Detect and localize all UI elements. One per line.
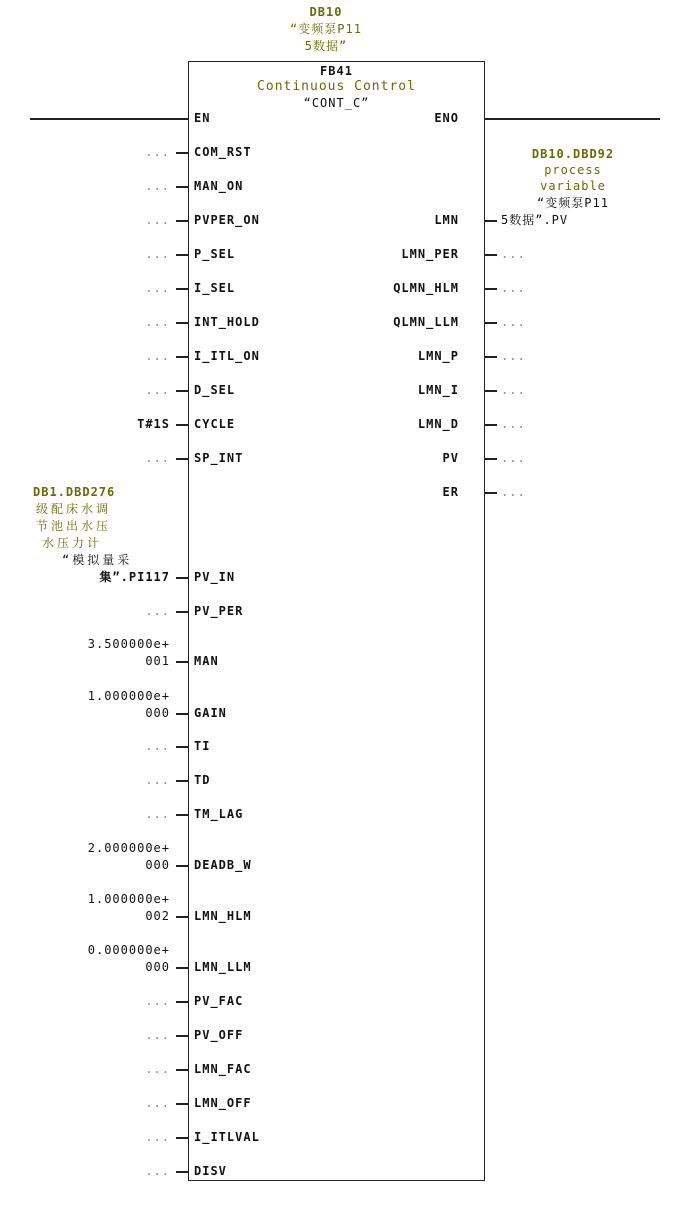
pin-lmn-per-wire: [485, 254, 497, 256]
pin-pv-off-value: ...: [145, 1028, 170, 1042]
pin-i-itl-on-label: I_ITL_ON: [194, 349, 260, 363]
pin-lmn-value: 5数据”.PV: [501, 213, 569, 227]
pin-lmn-off-value: ...: [145, 1096, 170, 1110]
pin-qlmn-llm-label: QLMN_LLM: [393, 315, 459, 329]
pin-deadb-w-value-top: 2.000000e+: [87, 841, 170, 855]
pin-com-rst-wire: [176, 152, 188, 154]
pin-i-itl-on-wire: [176, 356, 188, 358]
pin-tm-lag-wire: [176, 814, 188, 816]
pin-lmn-d-value: ...: [501, 417, 526, 431]
pin-lmn-off-wire: [176, 1103, 188, 1105]
pin-int-hold-wire: [176, 322, 188, 324]
pin-pv-per-wire: [176, 611, 188, 613]
pin-lmn-fac-label: LMN_FAC: [194, 1062, 252, 1076]
fb-title: Continuous Control: [257, 79, 416, 94]
pin-deadb-w-value: 000: [145, 858, 170, 872]
pin-pv-per-label: PV_PER: [194, 604, 244, 618]
pin-lmn-i-label: LMN_I: [417, 383, 459, 397]
pin-lmn-p-value: ...: [501, 349, 526, 363]
pin-lmn-d-wire: [485, 424, 497, 426]
pin-i-sel-wire: [176, 288, 188, 290]
instance-db-name: DB10: [309, 5, 343, 19]
pin-eno-label: ENO: [434, 111, 459, 125]
pin-deadb-w-wire: [176, 865, 188, 867]
pin-lmn-label: LMN: [434, 213, 459, 227]
fb-symbol: “CONT_C”: [303, 96, 370, 110]
pin-i-itl-on-value: ...: [145, 349, 170, 363]
pin-com-rst-label: COM_RST: [194, 145, 252, 159]
pin-pv-value: ...: [501, 451, 526, 465]
pin-lmn-fac-value: ...: [145, 1062, 170, 1076]
pin-d-sel-label: D_SEL: [194, 383, 236, 397]
pv-in-comment-1: 级配床水调: [36, 502, 112, 516]
pin-en-label: EN: [194, 111, 211, 125]
pin-td-wire: [176, 780, 188, 782]
pin-pv-fac-value: ...: [145, 994, 170, 1008]
fb-number: FB41: [320, 64, 353, 78]
pin-lmn-llm-value-top: 0.000000e+: [87, 943, 170, 957]
pin-lmn-per-label: LMN_PER: [401, 247, 459, 261]
pin-man-on-wire: [176, 186, 188, 188]
pin-tm-lag-label: TM_LAG: [194, 807, 244, 821]
pin-er-value: ...: [501, 485, 526, 499]
pin-pvper-on-wire: [176, 220, 188, 222]
pin-qlmn-llm-value: ...: [501, 315, 526, 329]
pin-gain-label: GAIN: [194, 706, 227, 720]
pin-d-sel-wire: [176, 390, 188, 392]
pin-lmn-llm-wire: [176, 967, 188, 969]
pin-i-sel-value: ...: [145, 281, 170, 295]
pin-lmn-hlm-value-top: 1.000000e+: [87, 892, 170, 906]
pin-lmn-hlm-wire: [176, 916, 188, 918]
lmn-comment-1: process: [544, 163, 602, 177]
instance-db-comment-1: “变频泵P11: [290, 22, 362, 36]
pin-gain-wire: [176, 713, 188, 715]
pin-pv-fac-wire: [176, 1001, 188, 1003]
pin-p-sel-label: P_SEL: [194, 247, 236, 261]
pin-lmn-i-value: ...: [501, 383, 526, 397]
pin-man-on-value: ...: [145, 179, 170, 193]
pin-gain-value-top: 1.000000e+: [87, 689, 170, 703]
pin-pv-in-value: 集”.PI117: [99, 570, 170, 584]
pin-lmn-off-label: LMN_OFF: [194, 1096, 252, 1110]
pin-lmn-fac-wire: [176, 1069, 188, 1071]
lmn-address: DB10.DBD92: [531, 147, 615, 161]
pin-pv-off-label: PV_OFF: [194, 1028, 244, 1042]
power-rail-right: [485, 118, 660, 120]
pin-lmn-per-value: ...: [501, 247, 526, 261]
pin-disv-value: ...: [145, 1164, 170, 1178]
function-block-box[interactable]: [188, 61, 485, 1181]
instance-db-comment-2: 5数据”: [304, 39, 348, 53]
pin-qlmn-hlm-value: ...: [501, 281, 526, 295]
pv-in-address: DB1.DBD276: [33, 485, 116, 499]
pin-qlmn-hlm-label: QLMN_HLM: [393, 281, 459, 295]
pin-man-wire: [176, 661, 188, 663]
pin-er-label: ER: [442, 485, 459, 499]
pin-disv-wire: [176, 1171, 188, 1173]
pin-pv-fac-label: PV_FAC: [194, 994, 244, 1008]
pin-int-hold-value: ...: [145, 315, 170, 329]
pin-pvper-on-label: PVPER_ON: [194, 213, 260, 227]
pin-cycle-value: T#1S: [137, 417, 170, 431]
pin-man-label: MAN: [194, 654, 219, 668]
lmn-comment-2: variable: [540, 179, 606, 193]
pin-pv-off-wire: [176, 1035, 188, 1037]
pin-disv-label: DISV: [194, 1164, 227, 1178]
pin-lmn-wire: [485, 220, 497, 222]
pin-lmn-hlm-value: 002: [145, 909, 170, 923]
pin-pv-in-wire: [176, 577, 188, 579]
pin-d-sel-value: ...: [145, 383, 170, 397]
pin-com-rst-value: ...: [145, 145, 170, 159]
pv-in-comment-2: 节池出水压: [36, 519, 112, 533]
pin-i-itlval-wire: [176, 1137, 188, 1139]
pin-i-itlval-label: I_ITLVAL: [194, 1130, 260, 1144]
pin-sp-int-wire: [176, 458, 188, 460]
lmn-comment-3: “变频泵P11: [537, 196, 609, 210]
pin-td-value: ...: [145, 773, 170, 787]
pin-pv-label: PV: [442, 451, 459, 465]
pin-td-label: TD: [194, 773, 211, 787]
pv-in-comment-4: “模拟量采: [62, 553, 133, 567]
pin-cycle-label: CYCLE: [194, 417, 236, 431]
pin-ti-wire: [176, 746, 188, 748]
pin-lmn-llm-value: 000: [145, 960, 170, 974]
pin-ti-value: ...: [145, 739, 170, 753]
pin-p-sel-wire: [176, 254, 188, 256]
power-rail-left: [30, 118, 188, 120]
pin-man-on-label: MAN_ON: [194, 179, 244, 193]
pin-lmn-hlm-label: LMN_HLM: [194, 909, 252, 923]
pin-man-value-top: 3.500000e+: [87, 637, 170, 651]
pin-sp-int-value: ...: [145, 451, 170, 465]
pin-pvper-on-value: ...: [145, 213, 170, 227]
pin-qlmn-hlm-wire: [485, 288, 497, 290]
pin-qlmn-llm-wire: [485, 322, 497, 324]
pin-p-sel-value: ...: [145, 247, 170, 261]
pin-lmn-llm-label: LMN_LLM: [194, 960, 252, 974]
pin-pv-in-label: PV_IN: [194, 570, 236, 584]
pin-gain-value: 000: [145, 706, 170, 720]
pin-lmn-p-wire: [485, 356, 497, 358]
pin-deadb-w-label: DEADB_W: [194, 858, 252, 872]
pin-int-hold-label: INT_HOLD: [194, 315, 260, 329]
pin-pv-wire: [485, 458, 497, 460]
pin-lmn-p-label: LMN_P: [417, 349, 459, 363]
pin-sp-int-label: SP_INT: [194, 451, 244, 465]
pin-er-wire: [485, 492, 497, 494]
pin-ti-label: TI: [194, 739, 211, 753]
pin-lmn-i-wire: [485, 390, 497, 392]
pin-cycle-wire: [176, 424, 188, 426]
pin-pv-per-value: ...: [145, 604, 170, 618]
pin-man-value: 001: [145, 654, 170, 668]
pin-lmn-d-label: LMN_D: [417, 417, 459, 431]
pin-i-sel-label: I_SEL: [194, 281, 236, 295]
pv-in-comment-3: 水压力计: [42, 536, 103, 550]
pin-tm-lag-value: ...: [145, 807, 170, 821]
pin-i-itlval-value: ...: [145, 1130, 170, 1144]
